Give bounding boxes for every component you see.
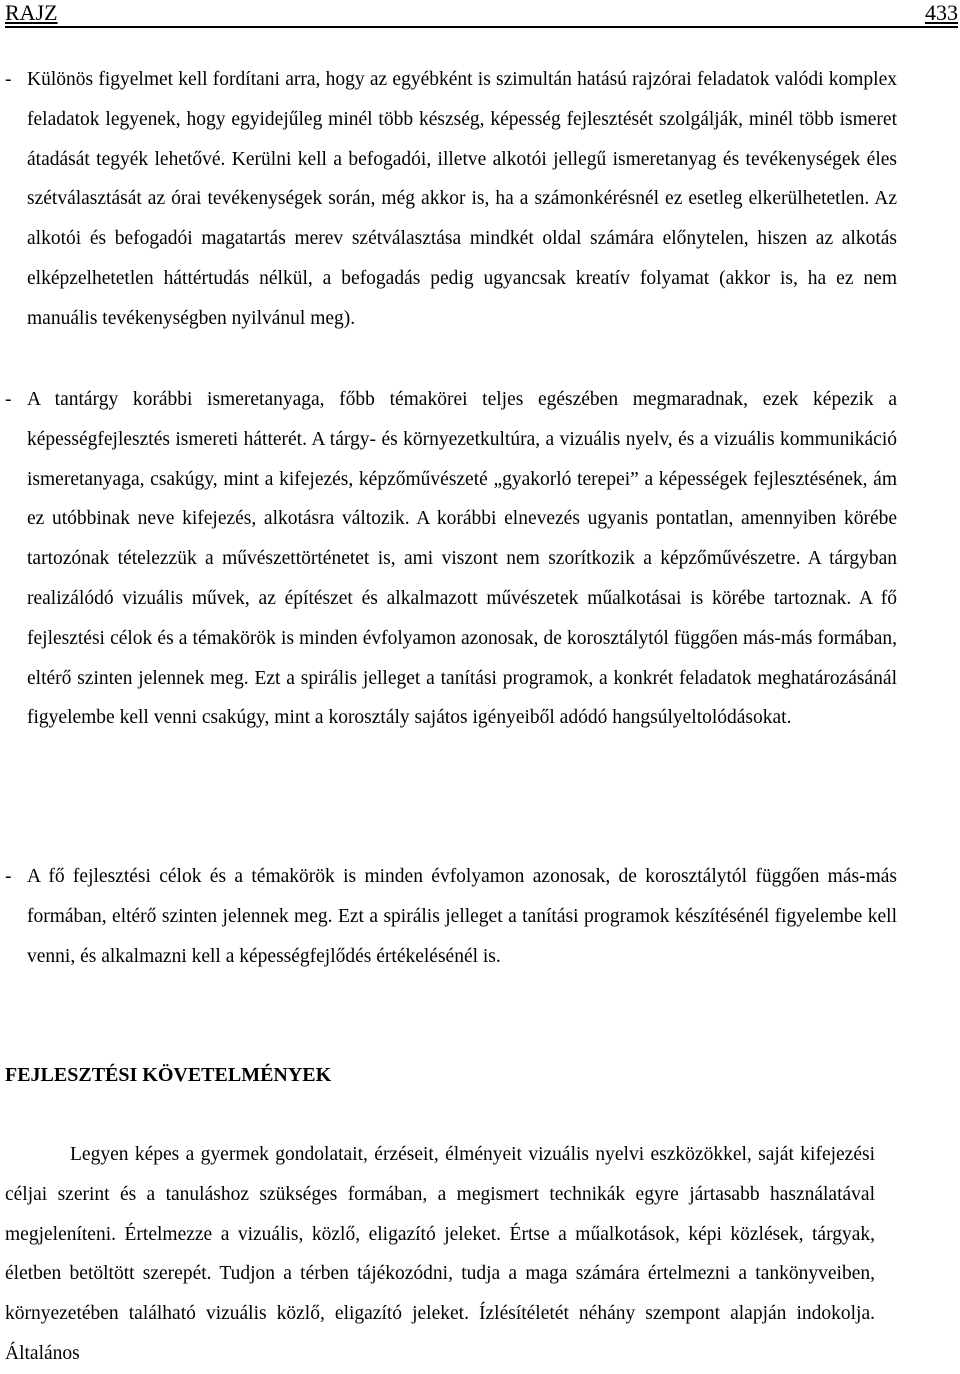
bullet-paragraph [5, 60, 897, 339]
paragraph-text: A tantárgy korábbi ismeretanyaga, főbb témakörei teljes egészében megmaradnak, ezek képezik a képességfejlesztés ismereti hátterét. A tárgy- és környezetkultúra, a vizuális nyelv, és a vizuális kommunikáció ismeretanyaga, csakúgy, mint a kifejezés, képzőművészeté „gyakorló terepei” a képességek fejlesztésének, ám ez utóbbinak neve kifejezés, alkotásra változik. A korábbi elnevezés ugyanis pontatlan, amennyiben körébe tartozónak tételezzük a művészettörténetet is, ami viszont nem szorítkozik a képzőművészetre. A tárgyban realizálódó vizuális művek, az építészet és alkalmazott művészetek műalkotásai is körébe tartoznak. A fő fejlesztési célok és a témakörök is minden évfolyamon azonosak, de korosztálytól függően más-más formában, eltérő szinten jelennek meg. Ezt a spirális jelleget a tanítási programok, a konkrét feladatok meghatározásánál figyelembe kell venni csakúgy, mint a korosztály sajátos igényeiből adódó hangsúlyeltolódásokat. [27, 389, 897, 729]
bullet-dash: - [5, 69, 12, 90]
bullet-paragraph [5, 857, 897, 976]
paragraph-text: A fő fejlesztési célok és a témakörök is minden évfolyamon azonosak, de korosztálytól függően más-más formában, eltérő szinten jelennek meg. Ezt a spirális jelleget a tanítási programok készítésénél figyelembe kell venni, és alkalmazni kell a képességfejlődés értékelésénél is. [27, 866, 897, 967]
paragraph-text: Különös figyelmet kell fordítani arra, hogy az egyébként is szimultán hatású rajzórai feladatok valódi komplex feladatok legyenek, hogy egyidejűleg minél több készség, képesség fejlesztését szolgálják, minél több ismeret átadását tegyék lehetővé. Kerülni kell a befogadói, illetve alkotói jellegű ismeretanyag és tevékenységek éles szétválasztását az órai tevékenységek során, még akkor is, ha a számonkérésnél ez esetleg elkerülhetetlen. Az alkotói és befogadói magatartás merev szétválasztása mindkét oldal számára előnytelen, hiszen az alkotás elképzelhetetlen háttértudás nélkül, a befogadás pedig ugyancsak kreatív folyamat (akkor is, ha ez nem manuális tevékenységben nyilvánul meg). [27, 69, 897, 329]
section-body-paragraph: Legyen képes a gyermek gondolatait, érzéseit, élményeit vizuális nyelvi eszközökkel, saját kifejezési céljai szerint és a tanuláshoz szükséges formában, a megismert technikák egyre jártasabb használatával megjeleníteni. Értelmezze a vizuális, közlő, eligazító jeleket. Értse a műalkotások, képi közlések, tárgyak, életben betöltött szerepét. Tudjon a térben tájékozódni, tudja a maga számára értelmezni a tankönyveiben, környezetében található vizuális közlő, eligazító jeleket. Ízlésítéletét néhány szempont alapján indokolja. Általános [5, 1144, 875, 1364]
page-header [5, 0, 958, 28]
bullet-paragraph [5, 380, 897, 738]
section-title: RAJZ [5, 0, 58, 25]
bullet-dash: - [5, 866, 12, 887]
page-number: 433 [925, 0, 958, 25]
bullet-dash: - [5, 389, 12, 410]
section-heading: FEJLESZTÉSI KÖVETELMÉNYEK [5, 1064, 332, 1086]
